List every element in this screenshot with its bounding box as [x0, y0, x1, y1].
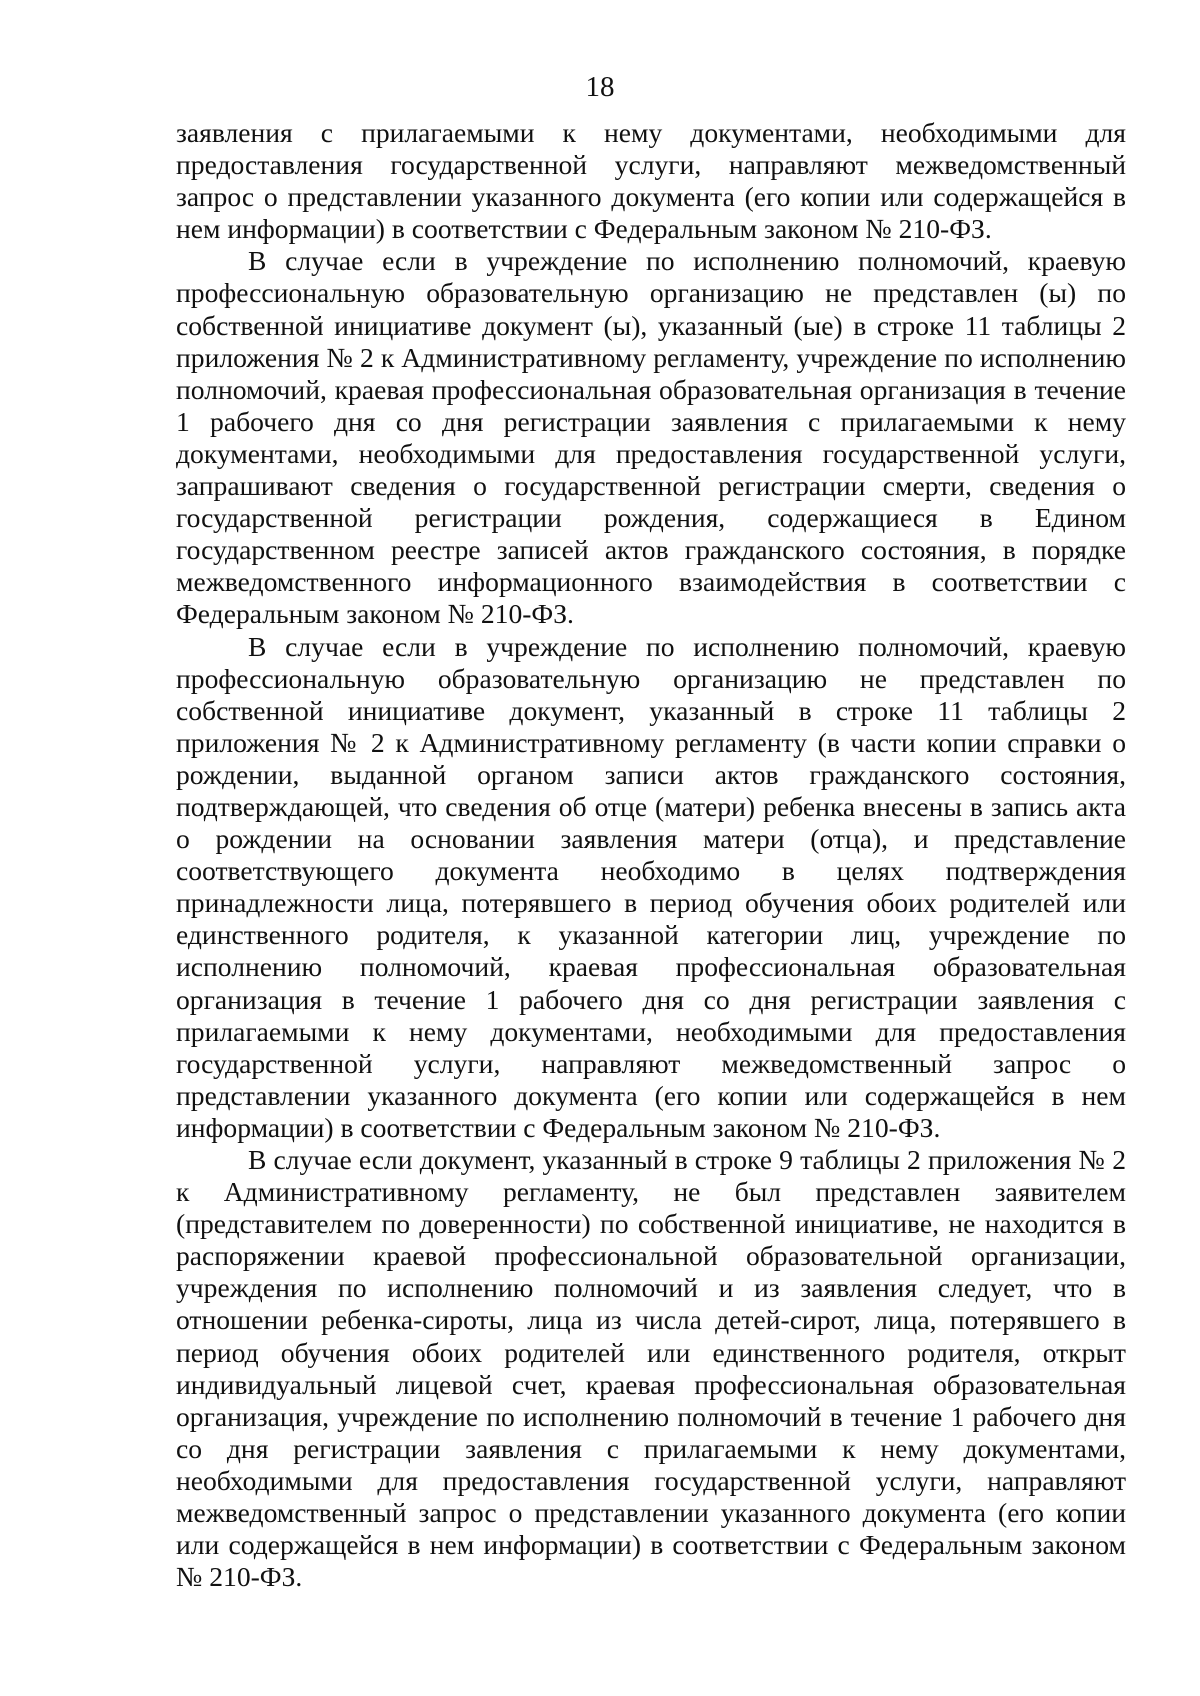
paragraph-continued: заявления с прилагаемыми к нему документами, необходимыми для предоставления государственной услуги, направляют межведомственный запрос о представлении указанного документа (его копии или содержащейся в нем информации) в соответствии с Федеральным законом № 210-ФЗ.	[176, 117, 1126, 245]
paragraph-personal-account: В случае если документ, указанный в строке 9 таблицы 2 приложения № 2 к Административному регламенту, не был представлен заявителем (представителем по доверенности) по собственной инициативе, не находится в распоряжении краевой профессиональной образовательной организации, учреждения по исполнению полномочий и из заявления следует, что в отношении ребенка-сироты, лица из числа детей-сирот, лица, потерявшего в период обучения обоих родителей или единственного родителя, открыт индивидуальный лицевой счет, краевая профессиональная образовательная организация, учреждение по исполнению полномочий в течение 1 рабочего дня со дня регистрации заявления с прилагаемыми к нему документами, необходимыми для предоставления государственной услуги, направляют межведомственный запрос о представлении указанного документа (его копии или содержащейся в нем информации) в соответствии с Федеральным законом № 210-ФЗ.	[176, 1144, 1126, 1593]
paragraph-birth-certificate: В случае если в учреждение по исполнению полномочий, краевую профессиональную образовательную организацию не представлен по собственной инициативе документ, указанный в строке 11 таблицы 2 приложения № 2 к Административному регламенту (в части копии справки о рождении, выданной органом записи актов гражданского состояния, подтверждающей, что сведения об отце (матери) ребенка внесены в запись акта о рождении на основании заявления матери (отца), и представление соответствующего документа необходимо в целях подтверждения принадлежности лица, потерявшего в период обучения обоих родителей или единственного родителя, к указанной категории лиц, учреждение по исполнению полномочий, краевая профессиональная образовательная организация в течение 1 рабочего дня со дня регистрации заявления с прилагаемыми к нему документами, необходимыми для предоставления государственной услуги, направляют межведомственный запрос о представлении указанного документа (его копии или содержащейся в нем информации) в соответствии с Федеральным законом № 210-ФЗ.	[176, 630, 1126, 1143]
document-body	[176, 117, 1126, 1593]
paragraph-death-birth-registration: В случае если в учреждение по исполнению полномочий, краевую профессиональную образовательную организацию не представлен (ы) по собственной инициативе документ (ы), указанный (ые) в строке 11 таблицы 2 приложения № 2 к Административному регламенту, учреждение по исполнению полномочий, краевая профессиональная образовательная организация в течение 1 рабочего дня со дня регистрации заявления с прилагаемыми к нему документами, необходимыми для предоставления государственной услуги, запрашивают сведения о государственной регистрации смерти, сведения о государственной регистрации рождения, содержащиеся в Едином государственном реестре записей актов гражданского состояния, в порядке межведомственного информационного взаимодействия в соответствии с Федеральным законом № 210-ФЗ.	[176, 245, 1126, 630]
page-number: 18	[585, 71, 615, 103]
